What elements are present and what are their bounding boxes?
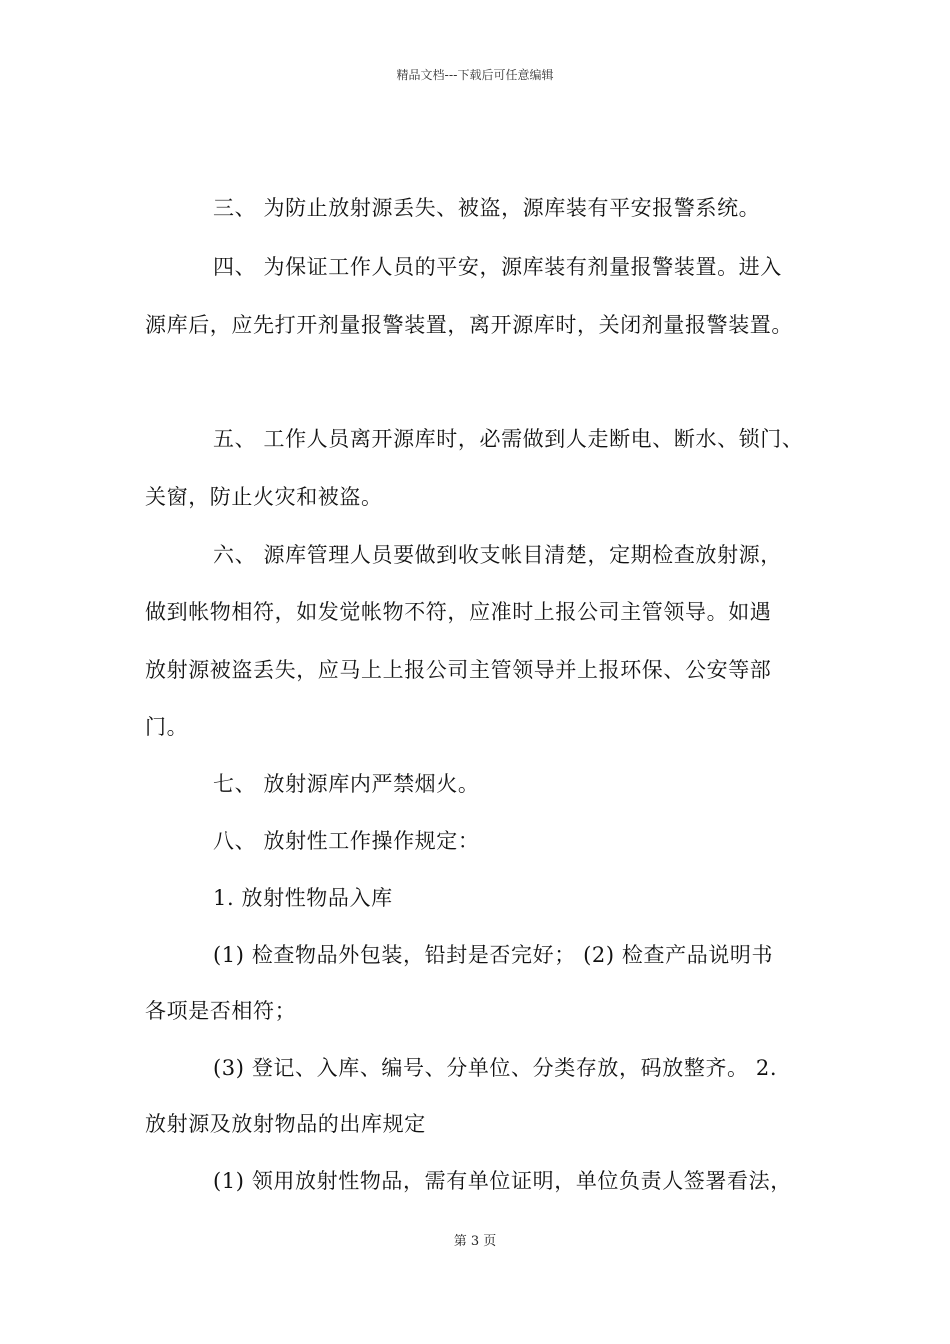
text-line: 五、 工作人员离开源库时，必需做到人走断电、断水、锁门、 — [213, 427, 804, 451]
text-line: (3) 登记、入库、编号、分单位、分类存放，码放整齐。 2. — [213, 1056, 778, 1080]
text-line: 六、 源库管理人员要做到收支帐目清楚，定期检查放射源， — [213, 543, 782, 567]
text-line: 做到帐物相符，如发觉帐物不符，应准时上报公司主管领导。如遇 — [145, 600, 772, 624]
text-line: 源库后，应先打开剂量报警装置，离开源库时，关闭剂量报警装置。 — [145, 313, 793, 337]
text-line: (1) 领用放射性物品，需有单位证明，单位负责人签署看法， — [213, 1169, 792, 1193]
page-number: 第 3 页 — [453, 1234, 497, 1249]
text-line: 四、 为保证工作人员的平安，源库装有剂量报警装置。进入 — [213, 255, 782, 279]
text-line: 八、 放射性工作操作规定： — [213, 829, 480, 853]
page-header: 精品文档---下载后可任意编辑 — [396, 68, 554, 82]
text-line: 放射源被盗丢失，应马上上报公司主管领导并上报环保、公安等部 — [145, 658, 772, 682]
text-line: 关窗，防止火灾和被盗。 — [145, 485, 383, 509]
text-line: 七、 放射源库内严禁烟火。 — [213, 772, 480, 796]
text-line: 放射源及放射物品的出库规定 — [145, 1112, 426, 1136]
text-line: (1) 检查物品外包装，铅封是否完好； (2) 检查产品说明书 — [213, 943, 774, 967]
text-line: 三、 为防止放射源丢失、被盗，源库装有平安报警系统。 — [213, 196, 761, 220]
text-line: 门。 — [145, 715, 189, 739]
text-line: 各项是否相符； — [145, 999, 297, 1023]
text-line: 1. 放射性物品入库 — [213, 886, 393, 910]
